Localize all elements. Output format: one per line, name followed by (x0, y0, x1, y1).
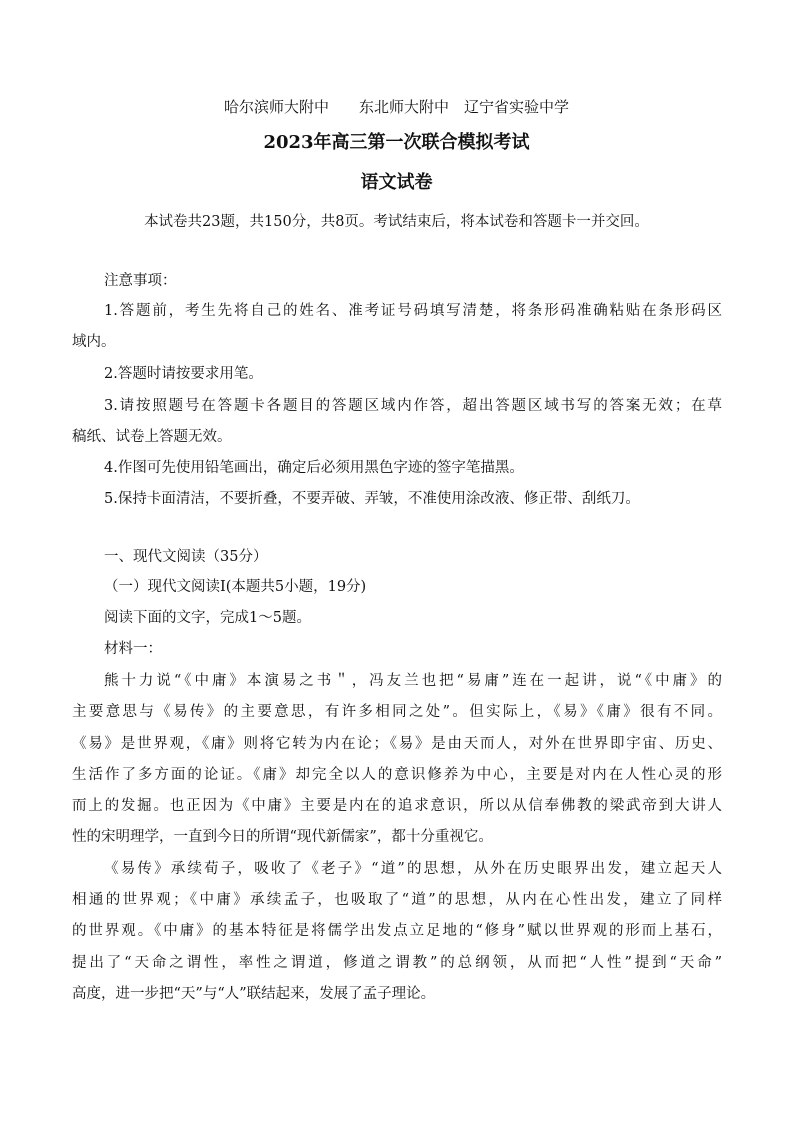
passage-line: 提出了“天命之谓性，率性之谓道，修道之谓教”的总纲领，从而把“人性”提到“天命” (72, 955, 722, 971)
passage-line: 相通的世界观；《中庸》承续孟子，也吸取了“道”的思想，从内在心性出发，建立了同样 (72, 892, 722, 908)
note-item-5: 5.保持卡面清洁，不要折叠，不要弄破、弄皱，不准使用涂改液、修正带、刮纸刀。 (104, 491, 640, 507)
notes-heading: 注意事项： (104, 273, 177, 289)
exam-subtitle: 语文试卷 (360, 172, 433, 193)
exam-intro: 本试卷共23题，共150分，共8页。考试结束后，将本试卷和答题卡一并交回。 (144, 214, 649, 230)
passage-line: 熊十力说“《中庸》本演易之书＂，冯友兰也把“易庸”连在一起讲，说“《中庸》的 (104, 673, 722, 689)
note-item-1: 1.答题前，考生先将自己的姓名、准考证号码填写清楚，将条形码准确粘贴在条形码区 (104, 303, 722, 319)
note-item-3: 3.请按照题号在答题卡各题目的答题区域内作答，超出答题区域书写的答案无效；在草 (104, 398, 722, 414)
passage-line: 《易传》承续荀子，吸收了《老子》“道”的思想，从外在历史眼界出发，建立起天人 (104, 861, 722, 877)
passage-line: 的世界观。《中庸》的基本特征是将儒学出发点立足地的“修身”赋以世界观的形而上基石， (72, 923, 722, 939)
note-item-2: 2.答题时请按要求用笔。 (104, 366, 263, 382)
subsection-heading: （一）现代文阅读Ⅰ(本题共5小题，19分) (104, 579, 367, 595)
note-item-3-cont: 稿纸、试卷上答题无效。 (72, 429, 232, 445)
passage-line: 高度，进一步把“天”与“人”联结起来，发展了孟子理论。 (72, 986, 436, 1002)
passage-line: 生活作了多方面的论证。《庸》却完全以人的意识修养为中心，主要是对内在人性心灵的形 (72, 767, 722, 783)
passage-line: 《易》是世界观，《庸》则将它转为内在论；《易》是由天而人，对外在世界即宇宙、历史、 (72, 736, 722, 752)
note-item-4: 4.作图可先使用铅笔画出，确定后必须用黑色字迹的签字笔描黑。 (104, 460, 524, 476)
note-item-1-cont: 域内。 (72, 334, 116, 350)
school-names: 哈尔滨师大附中 东北师大附中 辽宁省实验中学 (223, 98, 569, 116)
passage-line: 主要意思与《易传》的主要意思，有许多相同之处”。但实际上，《易》《庸》很有不同。 (72, 704, 722, 720)
section-heading: 一、现代文阅读（35分） (104, 549, 268, 565)
exam-title: 2023年高三第一次联合模拟考试 (263, 132, 530, 153)
reading-instruction: 阅读下面的文字，完成1～5题。 (104, 610, 311, 626)
passage-line: 性的宋明理学，一直到今日的所谓“现代新儒家”，都十分重视它。 (72, 829, 493, 845)
passage-line: 而上的发掘。也正因为《中庸》主要是内在的追求意识，所以从信奉佛教的梁武帝到大讲人 (72, 798, 722, 814)
material-label: 材料一： (104, 641, 162, 657)
